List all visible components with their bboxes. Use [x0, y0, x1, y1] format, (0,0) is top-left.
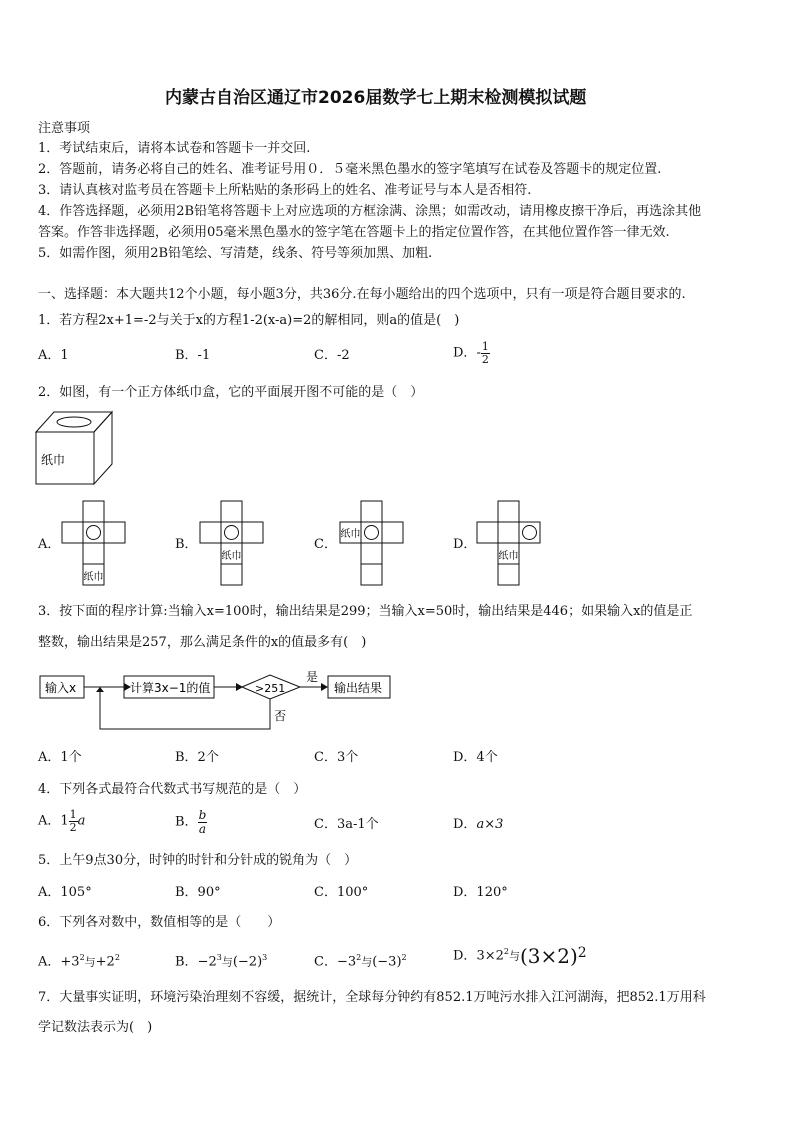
q6-b-exp2: 3	[262, 953, 268, 962]
q4-b-numerator: b	[198, 808, 207, 822]
q6-b-expr1: −2	[197, 954, 217, 970]
net-a[interactable]	[62, 501, 128, 585]
q5-option-a: A．105°	[38, 885, 92, 900]
box-label: 纸巾	[41, 453, 66, 467]
q6-a-expr2: +2	[95, 954, 115, 970]
q1-d-denominator: 2	[481, 352, 489, 366]
net-d-label: 纸巾	[498, 551, 519, 562]
net-d[interactable]	[477, 501, 543, 585]
page-title: 内蒙古自治区通辽市2026届数学七上期末检测模拟试题	[165, 88, 587, 108]
flow-input: 输入x	[45, 681, 77, 695]
q6-c-label: C．	[314, 954, 337, 970]
q1-option-d-label: D．	[453, 345, 477, 361]
notice-heading: 注意事项	[38, 121, 91, 136]
q6-d-label: D．	[453, 948, 477, 964]
q4-b-label: B．	[175, 814, 198, 830]
q5-stem: 5．上午9点30分，时钟的时针和分针成的锐角为（ ）	[38, 853, 358, 868]
q6-a-exp2: 2	[114, 953, 120, 962]
q3-option-c: C．3个	[314, 750, 359, 765]
q1-option-a: A．1	[38, 348, 69, 363]
q7-stem-line1: 7．大量事实证明，环境污染治理刻不容缓，据统计，全球每分钟约有852.1万吨污水排入江河湖海，把852.1万用科	[38, 990, 706, 1005]
notice-item-4: 4．作答选择题，必须用2B铅笔将答题卡上对应选项的方框涂满、涂黑；如需改动，请用橡皮擦干净后，再选涂其他	[38, 204, 702, 219]
q1-option-d-fraction	[481, 341, 490, 365]
q2-option-a-label: A．	[38, 537, 61, 552]
notice-item-5: 5．如需作图，须用2B铅笔绘、写清楚，线条、符号等须加黑、加粗.	[38, 246, 433, 261]
q2-option-d-label: D．	[453, 537, 477, 552]
q6-b-exp1: 3	[216, 953, 222, 962]
q6-option-b	[175, 954, 267, 968]
net-b-label: 纸巾	[221, 551, 242, 562]
q1-option-d-sign: -	[476, 345, 481, 361]
q6-d-expr1: 3×2	[476, 948, 504, 964]
notice-item-2: 2．答题前，请务必将自己的姓名、准考证号用０．５毫米黑色墨水的签字笔填写在试卷及答题卡的规定位置.	[38, 162, 662, 177]
q3-flowchart	[38, 670, 398, 736]
q4-b-fraction	[198, 809, 208, 835]
q6-b-label: B．	[175, 954, 198, 970]
q3-option-b: B．2个	[175, 750, 219, 765]
q6-d-exp2: 2	[577, 945, 587, 961]
q6-b-expr2: (−2)	[232, 954, 263, 970]
q6-stem: 6．下列各对数中，数值相等的是（ ）	[38, 915, 281, 930]
net-c-circle	[365, 526, 379, 540]
q6-d-join: 与	[508, 949, 520, 963]
q1-option-d	[453, 341, 490, 365]
q1-option-c: C．-2	[314, 348, 350, 363]
q4-a-denominator: 2	[69, 820, 77, 834]
q3-option-a: A．1个	[38, 750, 82, 765]
q6-c-exp2: 2	[401, 953, 407, 962]
q6-d-expr2: (3×2)	[519, 944, 578, 968]
q4-a-numerator: 1	[69, 808, 77, 821]
q2-stem: 2．如图，有一个正方体纸巾盒，它的平面展开图不可能的是（ ）	[38, 385, 424, 400]
net-a-circle	[87, 526, 101, 540]
q4-a-whole: 1	[60, 813, 69, 829]
tissue-box-figure	[36, 410, 116, 486]
net-d-circle	[523, 526, 537, 540]
q6-option-d	[453, 946, 587, 966]
q3-stem-line1: 3．按下面的程序计算:当输入x=100时，输出结果是299；当输入x=50时，输出结果是446；如果输入x的值是正	[38, 604, 693, 619]
q4-option-a	[38, 809, 85, 833]
notice-item-1: 1．考试结束后，请将本试卷和答题卡一并交回.	[38, 141, 311, 156]
net-b[interactable]	[200, 501, 266, 585]
q6-option-c	[314, 954, 407, 968]
q2-option-c-label: C．	[314, 537, 337, 552]
q6-a-join: 与	[84, 955, 96, 969]
q1-option-b: B．-1	[175, 348, 211, 363]
q4-a-var: a	[77, 813, 86, 829]
q4-option-b	[175, 809, 207, 835]
q5-option-d: D．120°	[453, 885, 508, 900]
flow-output: 输出结果	[334, 681, 383, 695]
box-opening	[57, 417, 91, 427]
q5-option-c: C．100°	[314, 885, 369, 900]
q6-d-exp1: 2	[503, 947, 509, 957]
net-c[interactable]	[340, 501, 406, 585]
q5-option-b: B．90°	[175, 885, 221, 900]
section-heading: 一、选择题：本大题共12个小题，每小题3分，共36分.在每小题给出的四个选项中，只有一项是符合题目要求的.	[38, 287, 686, 302]
net-c-label: 纸巾	[340, 529, 361, 540]
q6-a-label: A．	[38, 954, 61, 970]
q4-option-c: C．3a-1个	[314, 817, 379, 832]
q4-d-label: D．	[453, 817, 477, 832]
net-b-circle	[225, 526, 239, 540]
flow-yes: 是	[306, 670, 319, 684]
q6-c-exp1: 2	[356, 953, 362, 962]
q4-a-fraction	[69, 809, 78, 833]
q6-a-exp1: 2	[79, 953, 85, 962]
q4-stem: 4．下列各式最符合代数式书写规范的是（ ）	[38, 782, 307, 797]
q7-stem-line2: 学记数法表示为( )	[38, 1020, 153, 1035]
flow-condition: >251	[255, 682, 286, 695]
flow-calc: 计算3x−1的值	[130, 681, 211, 695]
q1-stem: 1．若方程2x+1=-2与关于x的方程1-2(x-a)=2的解相同，则a的值是( )	[38, 313, 460, 328]
q1-d-numerator: 1	[481, 340, 489, 353]
flow-no: 否	[274, 709, 287, 723]
q6-c-join: 与	[361, 955, 373, 969]
notice-item-4-cont: 答案。作答非选择题，必须用05毫米黑色墨水的签字笔在答题卡上的指定位置作答，在其他位置作答一律无效.	[38, 225, 670, 240]
q6-b-join: 与	[221, 955, 233, 969]
net-a-label: 纸巾	[83, 572, 104, 583]
q6-c-expr2: (−3)	[372, 954, 402, 970]
q3-stem-line2: 整数，输出结果是257，那么满足条件的x的值最多有( )	[38, 635, 367, 650]
q4-b-denominator: a	[198, 821, 206, 836]
notice-item-3: 3．请认真核对监考员在答题卡上所粘贴的条形码上的姓名、准考证号与本人是否相符.	[38, 183, 532, 198]
q6-c-expr1: −3	[336, 954, 357, 970]
q4-option-d	[453, 818, 503, 831]
q6-a-expr1: +3	[60, 954, 80, 970]
q3-option-d: D．4个	[453, 750, 498, 765]
q4-a-label: A．	[38, 813, 61, 829]
q6-option-a	[38, 954, 120, 968]
q2-option-b-label: B．	[175, 537, 198, 552]
q4-d-expr: a×3	[476, 817, 504, 832]
